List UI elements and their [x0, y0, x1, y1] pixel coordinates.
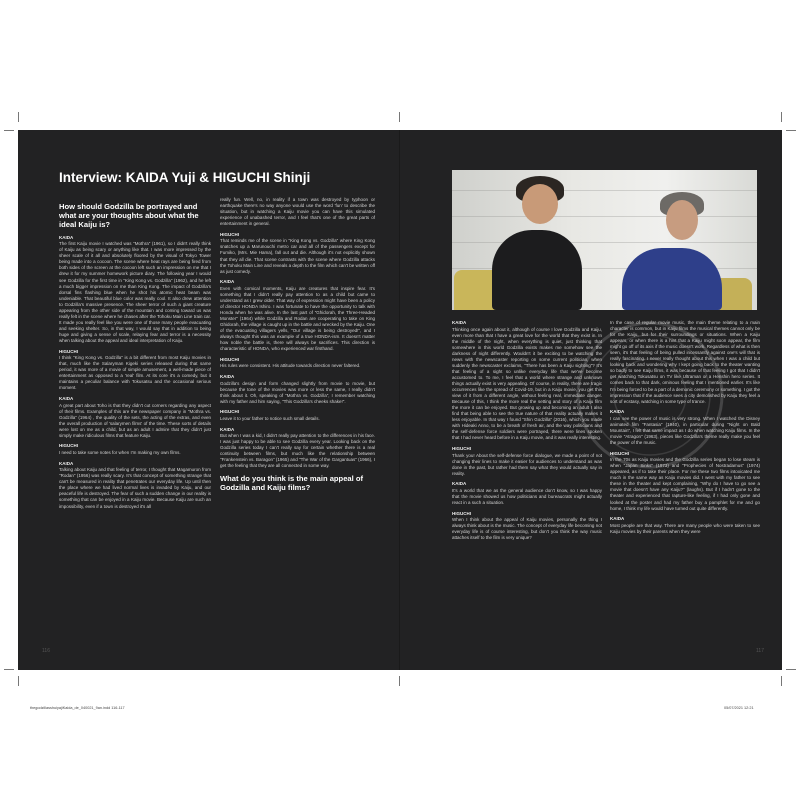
print-slug-file: thegodzillasshuiyajiKaida_de_040021_9an.indd 116-117 — [30, 706, 125, 710]
wall-texture — [452, 190, 757, 191]
crop-mark-left-top — [4, 130, 14, 131]
question-2: What do you think is the main appeal of Godzilla and Kaiju films? — [220, 473, 364, 493]
paragraph-text: That reminds me of the scene in "King Kong vs. Godzilla" where King Kong snatches up a Marunouchi metro car and all of the passengers except for Fumiko, (Mrs. Mie Hama), fall out and die. Although it's not explicitly shown that they all die. That scene contrasts with the scene where Godzilla attacks the Tohoku Main Line and reveals a depth to the film which can't be written off as just comedy. — [220, 238, 375, 274]
column-3 — [452, 320, 602, 650]
paragraph-text: It's a world that we as the general audience don't know, so I was happy that the movie showed us how politicians and bureaucrats might actually react in a such a situation. — [452, 488, 602, 506]
paragraph — [220, 427, 375, 470]
paragraph-text: Leave it to your father to notice such small details. — [220, 415, 320, 421]
crop-mark-right-bottom — [786, 669, 796, 670]
column-4-body — [610, 320, 760, 535]
paragraph — [452, 320, 602, 442]
column-3-body — [452, 320, 602, 541]
paragraph-text: I think "King Kong vs. Godzilla" is a bit different from most Kaiju movies in that, much like the Salaryman Kigeki series released during that same period, it was more of a movie of simple amusement, a well-made piece of entertainment as opposed to a 'real' film. At its core it's a comedy, but it maintains a peculiar balance with Tokusatsu and the occasional serious moment. — [59, 355, 211, 391]
paragraph — [59, 235, 211, 344]
paragraph-text: Thank you! About the self-defense force dialogue, we made a point of not changing their lines to make it easier for audiences to understand as was done in the past, but rather had them say what they would actually say in reality. — [452, 452, 602, 476]
paragraph-text: But when I was a kid, I didn't really pay attention to the differences in his face. I was just happy to be able to see Godzilla every year. Looking back on the Godzilla series today I can't really say for certain whether there is a real continuity between films, but much like the relationship between "Frankenstein vs. Baragon" (1965) and "The War of the Gargantuas" (1966), I get the feeling that they are all connected in some way. — [220, 433, 375, 469]
paragraph — [59, 443, 211, 456]
speaker-label: KAIDA — [59, 460, 74, 466]
person-kaida-head — [522, 184, 558, 224]
speaker-label: HIGUCHI — [452, 510, 471, 516]
paragraph — [610, 516, 760, 535]
crop-mark-bottom-center — [399, 676, 400, 686]
speaker-label: KAIDA — [220, 279, 235, 285]
paragraph — [220, 374, 375, 405]
left-page — [18, 130, 400, 670]
person-higuchi-body — [622, 248, 722, 310]
page-number-right: 117 — [756, 648, 764, 654]
paragraph — [59, 396, 211, 439]
paragraph — [220, 357, 375, 370]
paragraph-text: Thinking once again about it, although of course I love Godzilla and Kaiju, even more than that I have a great love for the world that they exist in. In the middle of the night, when everything is quiet, just thinking that somewhere in this world Godzilla exists makes me somehow see the darkness of night differently. Wouldn't it be exciting to be watching the news with the newscaster reporting on some current politician, when suddenly the newscaster exclaims, "There has been a Kaiju sighting"? It's that feeling of a sight so unlike everyday life that we've become accustomed to. To me, I feel that a world where strange and unknown things actually exist is very appealing. Of course, in reality, there are tragic occurrences like the spread of Covid-19, but in a Kaiju movie, you get this view of it from a different angle, without feeling real, immediate danger. Because of this, I think the more real the setting and story of a Kaiju film the more it can be enjoyed. But growing up and becoming an adult I also find that being able to see the true nature of that reality actually makes it less enjoyable. In that way I found "Shin Godzilla" (2016), which you made with Hideaki Anno, to be a breath of fresh air, and the way politicians and the self-defense force soldiers were portrayed, there were lines spoken that I had never heard before in a Kaiju movie, and it was really interesting. — [452, 326, 602, 441]
print-slug-date: 05/07/2021 12:21 — [724, 706, 754, 710]
paragraph — [610, 409, 760, 446]
person-kaida-body — [492, 230, 582, 310]
speaker-label: KAIDA — [220, 426, 235, 432]
paragraph-text: really fun. Well, no, in reality if a town was destroyed by typhoon or earthquake there's no way anyone would use the word 'fun' to describe the situation, but in watching a Kaiju movie you can have this simulated experience of unabashed terror, and I feel that's one of the great parts of entertainment in general. — [220, 197, 375, 227]
paragraph-text: Godzilla's design and form changed slightly from movie to movie, but because the tone of the movies was more or less the same, I really didn't think about it. Oh, speaking of "Mothra vs. Godzilla", I remember watching with my father and him saying, "This Godzilla's cheeks shake!". — [220, 380, 375, 404]
paragraph — [452, 446, 602, 477]
speaker-label: HIGUCHI — [59, 348, 78, 354]
paragraph — [59, 461, 211, 510]
speaker-label: KAIDA — [220, 374, 235, 379]
interview-photo — [452, 170, 757, 310]
column-2 — [220, 197, 375, 652]
paragraph — [59, 349, 211, 392]
crop-mark-top-center — [399, 112, 400, 122]
wall-texture — [452, 216, 757, 217]
paragraph-text: His rules were consistent. His attitude towards direction never faltered. — [220, 363, 361, 369]
paragraph-text: I can see the power of music is very strong. When I watched the Disney animated film "Fantasia" (1940), in particular during "Night on Bald Mountain", I felt that same impact as I do when watching Kaiju films. In the movie "Atragon" (1963), pieces like Godzilla's theme really make you feel the power of the music. — [610, 415, 760, 445]
paragraph — [452, 511, 602, 542]
speaker-label: HIGUCHI — [610, 450, 629, 456]
column-2-body — [220, 197, 375, 469]
crop-mark-bottom-right — [781, 676, 782, 686]
page-number-left: 116 — [42, 648, 50, 654]
column-1 — [59, 202, 211, 652]
paragraph-text: Most people are that way. There are many people who were taken to see Kaiju movies by their parents when they were — [610, 522, 760, 534]
paragraph — [220, 232, 375, 275]
paragraph-text: Even with comical moments, Kaiju are creatures that inspire fear. It's something that I didn't really pay attention to as a child but came to understand as I grew older. That way of expression might have been a policy of director HONDA Ishiro. I was fortunate to have the opportunity to talk with Honda when he was alive. In the last part of "Ghidorah, the Three-Headed Monster" (1964) while Godzilla and Rodan are cooperating to take on King Ghidorah, the village is caught up in the battle and wrecked by the Kaiju. One of the evacuating villagers yells, "Our village is being destroyed!", and I always thought this was an example of a true HONDA-ism. It doesn't matter how noble the battle is, there will always be sacrifices. This direction is characteristic of HONDA, who experienced war firsthand. — [220, 285, 375, 352]
question-1: How should Godzilla be portrayed and what are your thoughts about what the ideal Kaiju is? — [59, 202, 199, 230]
speaker-label: KAIDA — [452, 481, 467, 487]
speaker-label: KAIDA — [610, 516, 625, 522]
column-1-body — [59, 235, 211, 510]
paragraph-text: The first Kaiju movie I watched was "Mothra" (1961), so I didn't really think of Kaiju as being scary or anything like that. I was more impressed by the sheer scale of it all and absolutely floored by the visual of Tokyo Tower being made into a cocoon. The scene where heat rays are being fired from both sides of the screen at the cocoon left such an impression on me that I drew it for my summer homework picture diary. The following year I would see Godzilla for the first time in "King Kong vs. Godzilla" (1962), and he left a much bigger impression on me than King Kong. The impact of Godzilla's dorsal fins flashing blue when he shot his atomic heat beam was undeniable. That beautiful blue color was really cool. It also drew attention to Godzilla's massive presence. The sheer terror of such a giant creature appearing from the other side of the mountain and coming toward us was really felt in the scene where he chases after the Tohoku Main Line train car. It made you really feel like you were one of those many people evacuating and seeking shelter. So, in that way, I would say that in addition to being huge and giving a sense of scale, relaying fear and terror is a necessity when talking about the appeal and ideal interpretation of Kaiju. — [59, 241, 211, 343]
speaker-label: KAIDA — [452, 320, 467, 325]
speaker-label: HIGUCHI — [220, 231, 239, 237]
paragraph-text: Talking about Kaiju and that feeling of terror, I thought that Magamuron from "Rodan" (1956) was really scary. It's that concept of something strange that can't be measured in reality that penetrates our everyday life. Up until then the place where we had lived normal lives is invaded by Kaiju, and our peaceful life is destroyed. The fear of such a sudden change in our reality is something that can be enjoyed in a Kaiju movie. Because Kaiju are such an impossibility, even if a town is destroyed it's all — [59, 467, 211, 509]
speaker-label: HIGUCHI — [59, 443, 78, 449]
crop-mark-left-bottom — [4, 669, 14, 670]
speaker-label: HIGUCHI — [220, 356, 239, 362]
crop-mark-bottom-left — [18, 676, 19, 686]
speaker-label: KAIDA — [610, 409, 625, 415]
paragraph — [452, 481, 602, 506]
speaker-label: HIGUCHI — [452, 446, 471, 452]
speaker-label: KAIDA — [59, 395, 74, 401]
magazine-spread — [18, 130, 782, 670]
crop-mark-right-top — [786, 130, 796, 131]
paragraph-text: A great part about Toho is that they didn't cut corners regarding any aspect of their films. Examples of this are the newspaper company in "Mothra vs. Godzilla" (1964) , the quality of the sets, the acting of the extras, and even the overall production of 'salarymen films' of the time. These sorts of details were lost on me as a child, but as an adult I admire that they didn't just simply make ridiculous films that feature Kaiju. — [59, 402, 211, 438]
paragraph — [220, 197, 375, 227]
wall-texture — [452, 242, 757, 243]
crop-mark-top-left — [18, 112, 19, 122]
page-title: Interview: KAIDA Yuji & HIGUCHI Shinji — [59, 170, 311, 185]
paragraph-text: When I think about the appeal of Kaiju movies, personally the thing I always think about is the music. The concept of everyday life becoming not everyday life is of course interesting, but don't you think the way music attaches itself to the film is very unique? — [452, 517, 602, 541]
paragraph — [610, 320, 760, 405]
speaker-label: HIGUCHI — [220, 409, 239, 415]
column-4 — [610, 320, 760, 650]
paragraph — [220, 409, 375, 422]
paragraph-text: I need to take some notes for when I'm making my own films. — [59, 450, 181, 456]
paragraph — [610, 451, 760, 512]
crop-mark-top-right — [781, 112, 782, 122]
paragraph-text: In the case of regular movie music, the main theme relating to a main character is common, but in Kaiju films the musical themes cannot only be for the Kaiju, but for their surroundings or situations. When a Kaiju appears, or when there is a hint that a Kaiju might soon appear, the film might go off of its axis if the music doesn't work. Regardless of what is then seen, it's that feeling of being pulled incessantly against one's will that is really fascinating. I never really thought about this when I was a child but looking back and wondering why I kept going back to the theater wanting so badly to see Kaiju films, it was because of that feeling I got that I didn't get watching Tokusatsu on TV like Ultraman or a Henshin hero series. It comes back to that dark, ominous feeling that I mentioned earlier. It's like I'm being forced to be a part of a demonic ceremony or something. I got the impression that if the audience sees a city demolished by Kaiju they feel a sort of ecstasy, watching in some type of trance. — [610, 320, 760, 404]
speaker-label: KAIDA — [59, 234, 74, 240]
person-higuchi-head — [666, 200, 698, 240]
right-page — [400, 130, 782, 670]
paragraph-text: In the 70s as Kaiju movies and the Godzilla series began to lose steam is when "Japan Sinks" (1973) and "Prophecies of Nostradamus" (1974) appeared, as if to take their place. For me these two films intoxicated me much in the same way as Kaiju movies did. I went with my father to see these in the theater and kept complaining, "Why do I have to go see a movie that doesn't have any Kaiju?" (laughs). But if I hadn't gone to the theater and experienced that rapture-like feeling, if I had only gone and looked at the poster and had my father buy a pamphlet for me and go home, I think my life would have turned out quite differently. — [610, 457, 760, 511]
paragraph — [220, 279, 375, 352]
